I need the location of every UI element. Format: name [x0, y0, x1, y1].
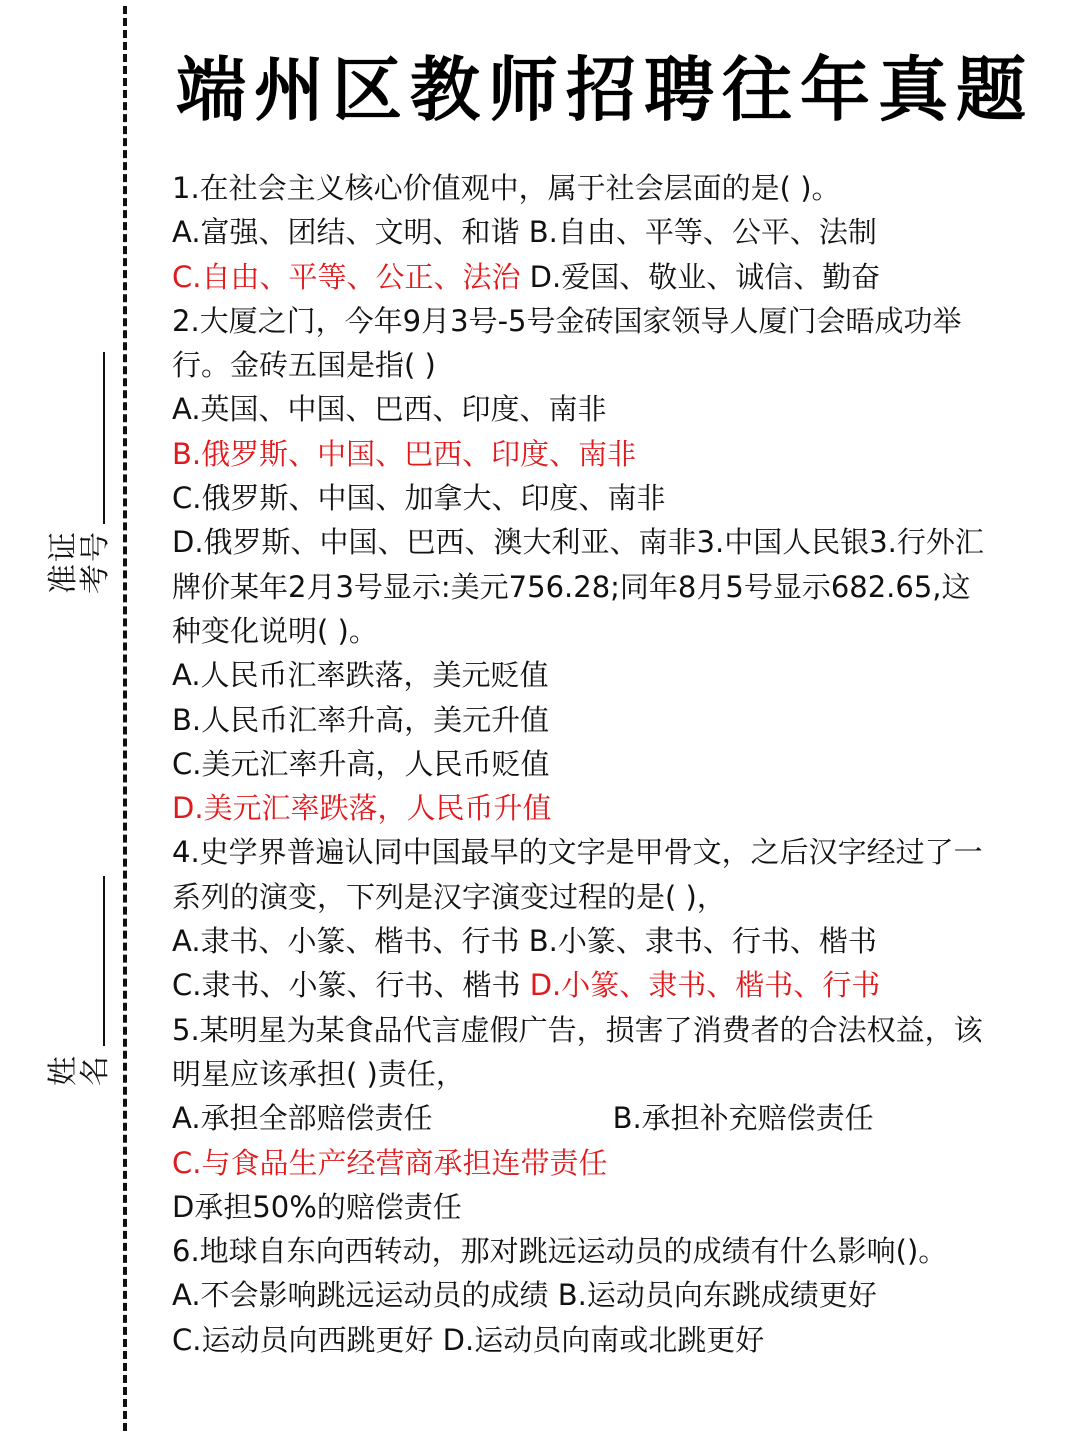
q2-stem-line2: 行。金砖五国是指( ): [172, 348, 436, 383]
q1-option-d: D.爱国、敬业、诚信、勤奋: [520, 259, 881, 294]
q2-answer-b: B.俄罗斯、中国、巴西、印度、南非: [172, 436, 637, 471]
q3-stem-line2: 种变化说明( )。: [172, 613, 378, 648]
q1-options-cd: [172, 255, 1062, 299]
q3-option-a: A.人民币汇率跌落，美元贬值: [172, 658, 549, 693]
name-blank-line: [103, 876, 105, 1046]
name-label-line1: 姓: [46, 1054, 81, 1086]
q6-options-ab: A.不会影响跳远运动员的成绩 B.运动员向东跳成绩更好: [172, 1278, 877, 1313]
q2-option-c: C.俄罗斯、中国、加拿大、印度、南非: [172, 481, 666, 516]
q2-stem-line1: 2.大厦之门，今年9月3号-5号金砖国家领导人厦门会晤成功举: [172, 303, 962, 338]
q3-stem-line1: 牌价某年2月3号显示:美元756.28;同年8月5号显示682.65,这: [172, 569, 971, 604]
q4-options-cd: [172, 963, 1062, 1007]
q5-stem-line2: 明星应该承担( )责任，: [172, 1056, 465, 1091]
q5-options-ab: [172, 1096, 1062, 1140]
page-title: 端州区教师招聘往年真题: [176, 49, 1034, 131]
exam-id-label-line2: 考号: [78, 530, 113, 594]
q1-answer-c: C.自由、平等、公正、法治: [172, 259, 521, 294]
q5-option-d: D承担50%的赔偿责任: [172, 1189, 462, 1224]
q4-option-c: C.隶书、小篆、行书、楷书: [172, 968, 530, 1003]
q4-stem-line1: 4.史学界普遍认同中国最早的文字是甲骨文，之后汉字经过了一: [172, 835, 983, 870]
q3-option-b: B.人民币汇率升高，美元升值: [172, 702, 550, 737]
q4-stem-line2: 系列的演变，下列是汉字演变过程的是( )，: [172, 879, 726, 914]
q6-stem: 6.地球自东向西转动，那对跳远运动员的成绩有什么影响()。: [172, 1234, 948, 1269]
question-list: [172, 166, 1062, 1362]
q2-option-d: D.俄罗斯、中国、巴西、澳大利亚、南非3.中国人民银3.行外汇: [172, 525, 984, 560]
q1-stem: 1.在社会主义核心价值观中，属于社会层面的是( )。: [172, 171, 841, 205]
q5-option-a: A.承担全部赔偿责任: [172, 1101, 433, 1136]
dashed-cut-line: [123, 6, 127, 1431]
name-label-line2: 名: [78, 1054, 113, 1086]
q2-option-a: A.英国、中国、巴西、印度、南非: [172, 392, 607, 427]
q5-option-b: B.承担补充赔偿责任: [612, 1101, 874, 1136]
exam-id-blank-line: [103, 352, 105, 524]
q6-options-cd: C.运动员向西跳更好 D.运动员向南或北跳更好: [172, 1322, 765, 1357]
q3-answer-d: D.美元汇率跌落，人民币升值: [172, 791, 552, 826]
q5-stem-line1: 5.某明星为某食品代言虚假广告，损害了消费者的合法权益，该: [172, 1012, 983, 1047]
q4-options-ab: A.隶书、小篆、楷书、行书 B.小篆、隶书、行书、楷书: [172, 924, 877, 959]
q1-options-ab: A.富强、团结、文明、和谐 B.自由、平等、公平、法制: [172, 215, 877, 250]
q5-answer-c: C.与食品生产经营商承担连带责任: [172, 1145, 608, 1180]
q4-answer-d: D.小篆、隶书、楷书、行书: [529, 968, 881, 1003]
q3-option-c: C.美元汇率升高，人民币贬值: [172, 746, 550, 781]
exam-id-label-line1: 准证: [46, 530, 81, 594]
